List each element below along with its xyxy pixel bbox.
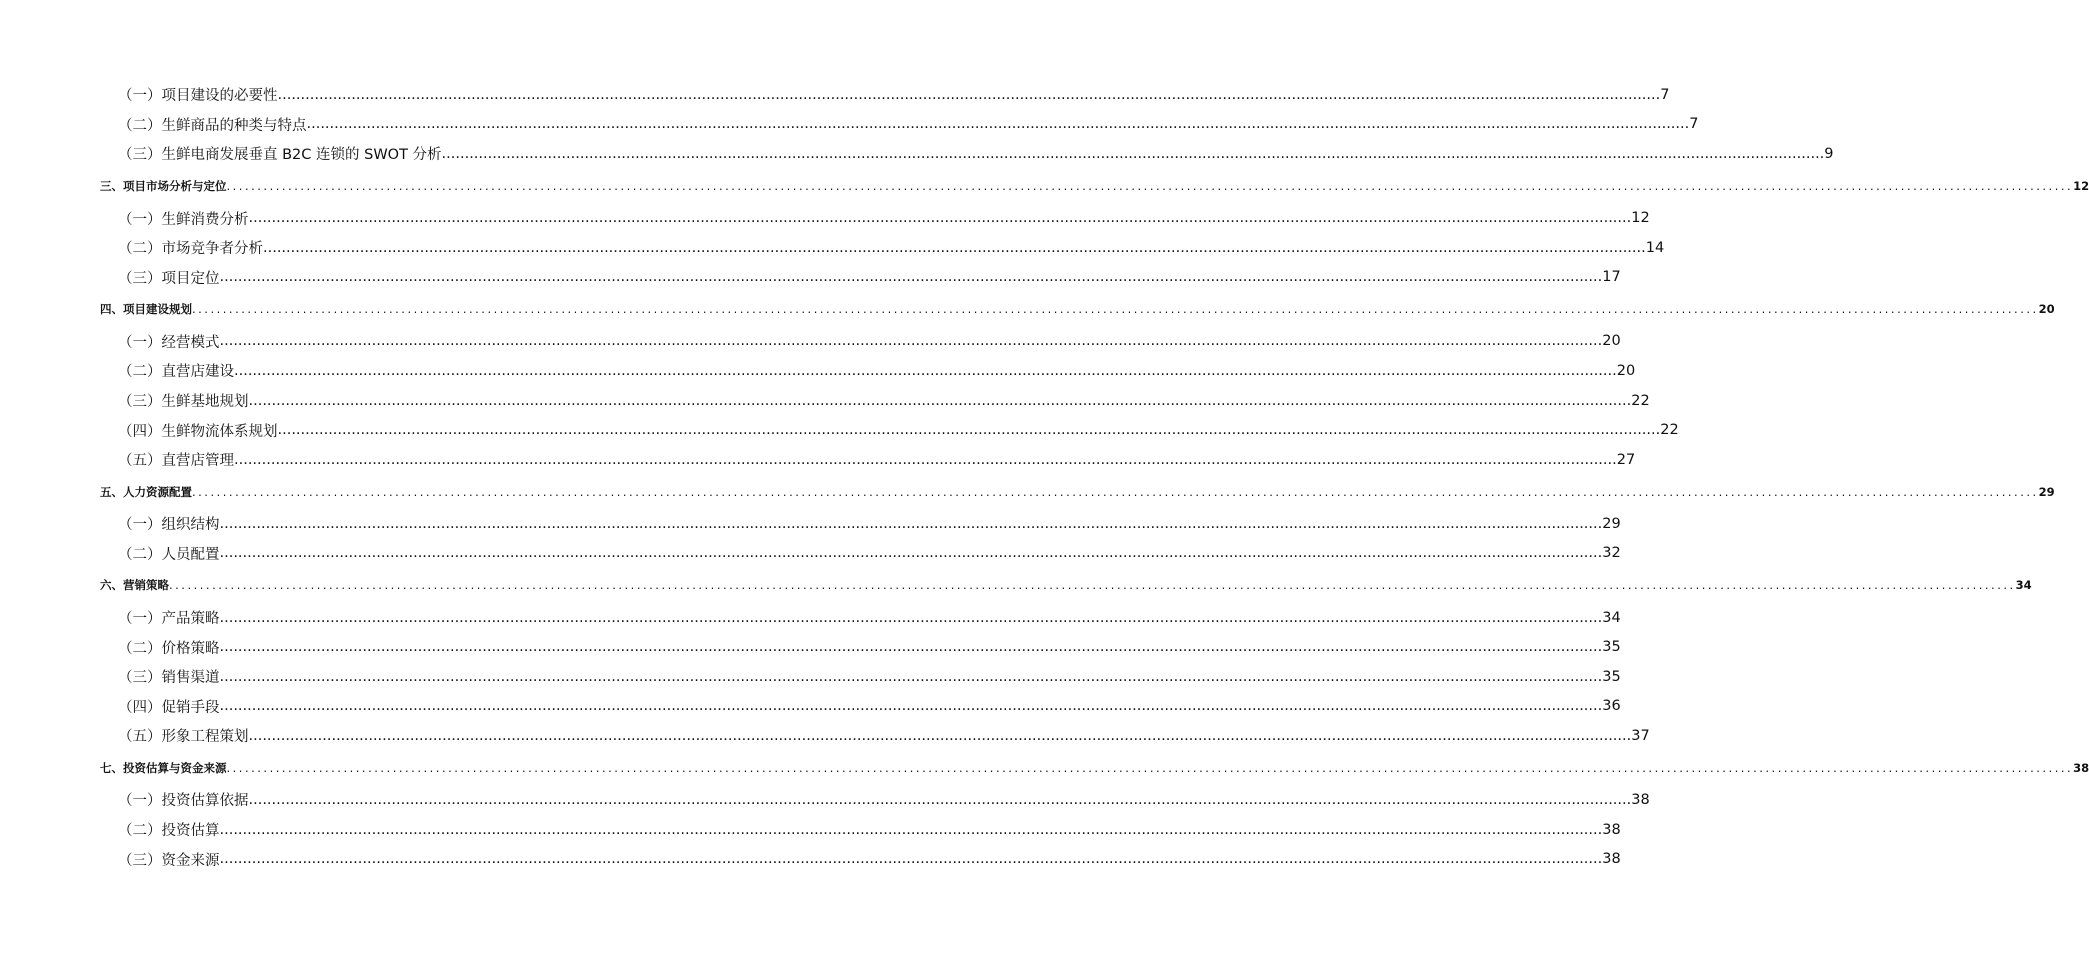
dot-leader: ............................................................................................................................................................................................................................................................................................................ <box>441 145 1825 162</box>
toc-section-entry[interactable] <box>100 327 1621 357</box>
toc-chapter-entry[interactable] <box>100 751 2089 786</box>
dot-leader: ............................................................................................................................................................................................................................................................................................................ <box>226 179 2074 194</box>
toc-page-number: 9 <box>1824 145 1834 162</box>
toc-entry-title: （二）市场竞争者分析 <box>118 241 263 258</box>
toc-section-entry[interactable] <box>100 692 1621 722</box>
toc-page-number: 34 <box>2015 578 2032 593</box>
toc-page-number: 35 <box>1602 639 1621 656</box>
toc-page-number: 17 <box>1602 269 1621 286</box>
toc-entry-title: 三、项目市场分析与定位 <box>100 179 227 194</box>
toc-entry-title: （三）生鲜电商发展垂直 B2C 连锁的 SWOT 分析 <box>118 147 442 164</box>
toc-section-entry[interactable] <box>100 356 1636 386</box>
toc-section-entry[interactable] <box>100 110 1699 140</box>
toc-chapter-entry[interactable] <box>100 292 2055 327</box>
dot-leader: ............................................................................................................................................................................................................................................................................................................ <box>219 269 1603 286</box>
toc-entry-title: （二）投资估算 <box>118 823 220 840</box>
dot-leader: ............................................................................................................................................................................................................................................................................................................ <box>219 639 1603 656</box>
toc-section-entry[interactable] <box>100 415 1679 445</box>
toc-entry-title: 六、营销策略 <box>100 578 169 593</box>
dot-leader: ............................................................................................................................................................................................................................................................................................................ <box>248 392 1632 409</box>
toc-page-number: 38 <box>1602 821 1621 838</box>
toc-section-entry[interactable] <box>100 785 1650 815</box>
toc-entry-title: （五）直营店管理 <box>118 453 234 470</box>
dot-leader: ............................................................................................................................................................................................................................................................................................................ <box>277 422 1661 439</box>
toc-section-entry[interactable] <box>100 80 1670 110</box>
dot-leader: ............................................................................................................................................................................................................................................................................................................ <box>219 821 1603 838</box>
toc-page-number: 14 <box>1645 239 1665 256</box>
toc-page-number: 27 <box>1616 451 1636 468</box>
toc-entry-title: （五）形象工程策划 <box>118 729 249 746</box>
dot-leader: ............................................................................................................................................................................................................................................................................................................ <box>234 362 1617 379</box>
dot-leader: ............................................................................................................................................................................................................................................................................................................ <box>219 515 1603 532</box>
toc-entry-title: （一）组织结构 <box>118 517 220 534</box>
toc-section-entry[interactable] <box>100 632 1621 662</box>
dot-leader: ............................................................................................................................................................................................................................................................................................................ <box>169 578 2016 593</box>
dot-leader: ............................................................................................................................................................................................................................................................................................................ <box>248 210 1632 227</box>
toc-page-number: 7 <box>1660 86 1670 103</box>
toc-entry-title: （四）促销手段 <box>118 699 220 716</box>
toc-page-number: 35 <box>1602 668 1621 685</box>
toc-entry-title: （一）投资估算依据 <box>118 793 249 810</box>
toc-entry-title: 七、投资估算与资金来源 <box>100 760 227 775</box>
toc-section-entry[interactable] <box>100 815 1621 845</box>
toc-chapter-entry[interactable] <box>100 475 2055 510</box>
toc-section-entry[interactable] <box>100 233 1665 263</box>
toc-section-entry[interactable] <box>100 844 1621 874</box>
dot-leader: ............................................................................................................................................................................................................................................................................................................ <box>277 86 1661 103</box>
toc-page-number: 20 <box>1602 333 1621 350</box>
toc-entry-title: （三）资金来源 <box>118 852 220 869</box>
dot-leader: ............................................................................................................................................................................................................................................................................................................ <box>226 760 2074 775</box>
dot-leader: ............................................................................................................................................................................................................................................................................................................ <box>219 851 1603 868</box>
toc-section-entry[interactable] <box>100 262 1621 292</box>
toc-entry-title: （四）生鲜物流体系规划 <box>118 423 278 440</box>
toc-entry-title: （二）生鲜商品的种类与特点 <box>118 117 307 134</box>
toc-entry-title: （三）销售渠道 <box>118 670 220 687</box>
toc-section-entry[interactable] <box>100 445 1636 475</box>
toc-page-number: 32 <box>1602 545 1621 562</box>
toc-page-number: 20 <box>1616 362 1636 379</box>
dot-leader: ............................................................................................................................................................................................................................................................................................................ <box>248 727 1632 744</box>
dot-leader: ............................................................................................................................................................................................................................................................................................................ <box>219 668 1603 685</box>
toc-page-number: 22 <box>1660 422 1679 439</box>
toc-page-number: 38 <box>2073 760 2089 775</box>
toc-entry-title: （一）项目建设的必要性 <box>118 88 278 105</box>
toc-entry-title: 四、项目建设规划 <box>100 302 192 317</box>
toc-page-number: 36 <box>1602 698 1621 715</box>
toc-entry-title: （一）经营模式 <box>118 334 220 351</box>
toc-page-number: 12 <box>1631 210 1650 227</box>
toc-page-number: 20 <box>2038 302 2055 317</box>
toc-section-entry[interactable] <box>100 662 1621 692</box>
toc-section-entry[interactable] <box>100 386 1650 416</box>
toc-entry-title: （三）生鲜基地规划 <box>118 394 249 411</box>
dot-leader: ............................................................................................................................................................................................................................................................................................................ <box>306 116 1690 133</box>
dot-leader: ............................................................................................................................................................................................................................................................................................................ <box>219 333 1603 350</box>
toc-page-number: 38 <box>1631 791 1650 808</box>
toc-chapter-entry[interactable] <box>100 568 2032 603</box>
toc-entry-title: 五、人力资源配置 <box>100 484 192 499</box>
toc-entry-title: （二）直营店建设 <box>118 364 234 381</box>
dot-leader: ............................................................................................................................................................................................................................................................................................................ <box>263 239 1646 256</box>
toc-page-number: 29 <box>1602 515 1621 532</box>
toc-page-number: 34 <box>1602 609 1621 626</box>
toc-section-entry[interactable] <box>100 603 1621 633</box>
dot-leader: ............................................................................................................................................................................................................................................................................................................ <box>234 451 1617 468</box>
toc-section-entry[interactable] <box>100 509 1621 539</box>
toc-entry-title: （一）产品策略 <box>118 611 220 628</box>
table-of-contents <box>100 80 2089 874</box>
toc-page-number: 7 <box>1689 116 1699 133</box>
toc-entry-title: （二）价格策略 <box>118 640 220 657</box>
dot-leader: ............................................................................................................................................................................................................................................................................................................ <box>219 698 1603 715</box>
toc-entry-title: （二）人员配置 <box>118 546 220 563</box>
toc-page-number: 37 <box>1631 727 1650 744</box>
toc-page-number: 29 <box>2038 484 2055 499</box>
toc-page-number: 22 <box>1631 392 1650 409</box>
dot-leader: ............................................................................................................................................................................................................................................................................................................ <box>192 302 2039 317</box>
toc-entry-title: （一）生鲜消费分析 <box>118 211 249 228</box>
toc-section-entry[interactable] <box>100 203 1650 233</box>
dot-leader: ............................................................................................................................................................................................................................................................................................................ <box>192 484 2039 499</box>
toc-page-number: 12 <box>2073 179 2089 194</box>
toc-section-entry[interactable] <box>100 539 1621 569</box>
toc-section-entry[interactable] <box>100 139 1834 169</box>
dot-leader: ............................................................................................................................................................................................................................................................................................................ <box>219 545 1603 562</box>
toc-chapter-entry[interactable] <box>100 169 2089 204</box>
dot-leader: ............................................................................................................................................................................................................................................................................................................ <box>248 791 1632 808</box>
dot-leader: ............................................................................................................................................................................................................................................................................................................ <box>219 609 1603 626</box>
toc-entry-title: （三）项目定位 <box>118 270 220 287</box>
toc-page-number: 38 <box>1602 851 1621 868</box>
toc-section-entry[interactable] <box>100 721 1650 751</box>
